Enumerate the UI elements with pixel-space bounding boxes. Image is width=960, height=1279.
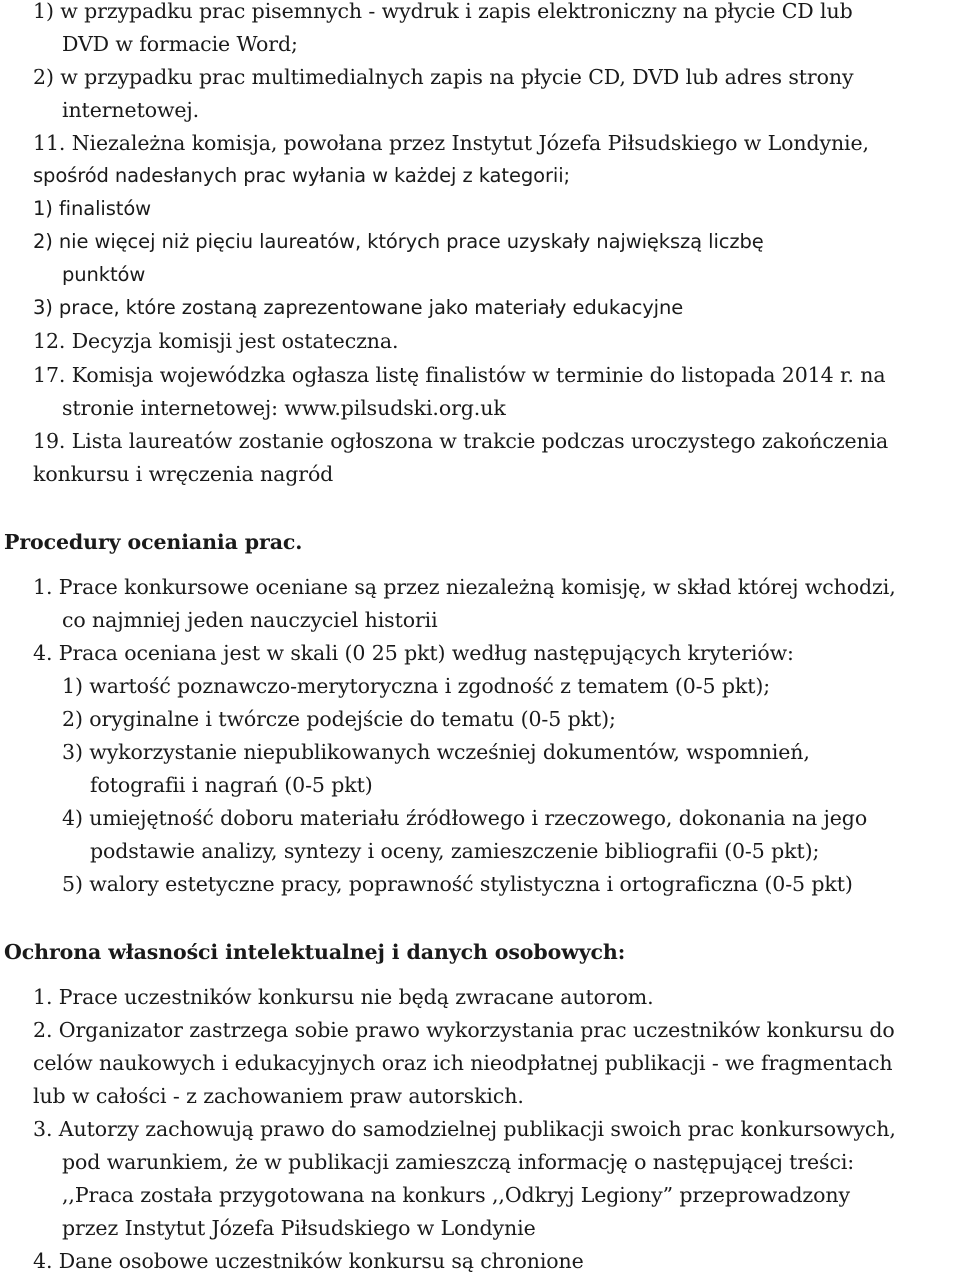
rule-19-line1: 19. Lista laureatów zostanie ogłoszona w trakcie podczas uroczystego zakończenia (33, 429, 889, 453)
protection-heading: Ochrona własności intelektualnej i danych osobowych: (4, 940, 626, 964)
procedures-heading: Procedury oceniania prac. (4, 530, 303, 554)
protection-line: 2. Organizator zastrzega sobie prawo wykorzystania prac uczestników konkursu do (33, 1018, 895, 1042)
rule-17-line2: stronie internetowej: www.pilsudski.org.uk (62, 396, 506, 420)
procedure-1-line2: co najmniej jeden nauczyciel historii (62, 608, 438, 632)
list-item: DVD w formacie Word; (62, 32, 298, 56)
protection-line: ,,Praca została przygotowana na konkurs ,,Odkryj Legiony” przeprowadzony (62, 1183, 850, 1207)
criterion-item: podstawie analizy, syntezy i oceny, zamieszczenie bibliografii (0-5 pkt); (90, 839, 820, 863)
protection-line: 4. Dane osobowe uczestników konkursu są chronione (33, 1249, 584, 1273)
list-item: 1) finalistów (33, 197, 152, 220)
criterion-item: fotografii i nagrań (0-5 pkt) (90, 773, 373, 797)
list-item: 1) w przypadku prac pisemnych - wydruk i zapis elektroniczny na płycie CD lub (33, 0, 853, 23)
protection-line: przez Instytut Józefa Piłsudskiego w Londynie (62, 1216, 536, 1240)
rule-11-heading: 11. Niezależna komisja, powołana przez Instytut Józefa Piłsudskiego w Londynie, (33, 131, 869, 155)
procedure-4: 4. Praca oceniana jest w skali (0 25 pkt) według następujących kryteriów: (33, 641, 794, 665)
rule-19-line2: konkursu i wręczenia nagród (33, 462, 334, 486)
protection-line: pod warunkiem, że w publikacji zamieszczą informację o następującej treści: (62, 1150, 855, 1174)
list-item: internetowej. (62, 98, 200, 122)
rule-11-heading-cont: spośród nadesłanych prac wyłania w każdej z kategorii; (33, 164, 570, 187)
protection-line: celów naukowych i edukacyjnych oraz ich nieodpłatnej publikacji - we fragmentach (33, 1051, 893, 1075)
protection-line: 3. Autorzy zachowują prawo do samodzielnej publikacji swoich prac konkursowych, (33, 1117, 896, 1141)
list-item: 3) prace, które zostaną zaprezentowane jako materiały edukacyjne (33, 296, 684, 319)
list-item: 2) nie więcej niż pięciu laureatów, których prace uzyskały największą liczbę (33, 230, 764, 253)
protection-line: lub w całości - z zachowaniem praw autorskich. (33, 1084, 524, 1108)
criterion-item: 4) umiejętność doboru materiału źródłowego i rzeczowego, dokonania na jego (62, 806, 868, 830)
protection-line: 1. Prace uczestników konkursu nie będą zwracane autorom. (33, 985, 654, 1009)
criterion-item: 5) walory estetyczne pracy, poprawność stylistyczna i ortograficzna (0-5 pkt) (62, 872, 853, 896)
list-item: punktów (62, 263, 146, 286)
criterion-item: 2) oryginalne i twórcze podejście do tematu (0-5 pkt); (62, 707, 616, 731)
criterion-item: 1) wartość poznawczo-merytoryczna i zgodność z tematem (0-5 pkt); (62, 674, 771, 698)
procedure-1-line1: 1. Prace konkursowe oceniane są przez niezależną komisję, w skład której wchodzi, (33, 575, 896, 599)
rule-17-line1: 17. Komisja wojewódzka ogłasza listę finalistów w terminie do listopada 2014 r. na (33, 363, 886, 387)
list-item: 2) w przypadku prac multimedialnych zapis na płycie CD, DVD lub adres strony (33, 65, 854, 89)
rule-12: 12. Decyzja komisji jest ostateczna. (33, 329, 399, 353)
criterion-item: 3) wykorzystanie niepublikowanych wcześniej dokumentów, wspomnień, (62, 740, 810, 764)
